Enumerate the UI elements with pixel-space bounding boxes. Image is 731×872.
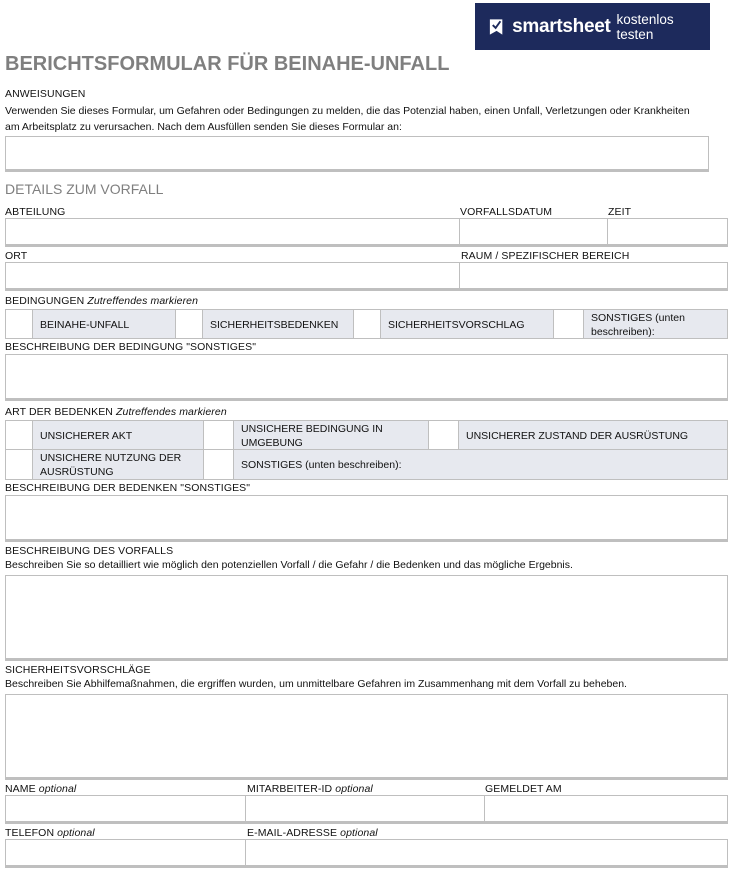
- gemeldet-label: GEMELDET AM: [485, 783, 562, 795]
- instructions-line1: Verwenden Sie dieses Formular, um Gefahren oder Bedingungen zu melden, die das Potenzial haben, einen Unfall, Verletzungen oder Krankheiten: [5, 105, 690, 117]
- checkbox-sonstiges-bedingung[interactable]: [553, 309, 584, 339]
- concern-other-label: BESCHREIBUNG DER BEDENKEN "SONSTIGES": [5, 482, 251, 494]
- checkbox-unsichere-nutzung[interactable]: [5, 449, 33, 480]
- option-sicherheitsvorschlag: SICHERHEITSVORSCHLAG: [380, 309, 554, 339]
- abteilung-field[interactable]: [5, 218, 460, 247]
- incident-hint: Beschreiben Sie so detailliert wie möglich den potenziellen Vorfall / die Gefahr / die Bedenken und das mögliche Ergebnis.: [5, 559, 573, 571]
- abteilung-label: ABTEILUNG: [5, 206, 66, 218]
- smartsheet-banner[interactable]: [475, 3, 710, 50]
- brand-name: smartsheet: [512, 15, 611, 37]
- zeit-label: ZEIT: [608, 206, 632, 218]
- instructions-heading: ANWEISUNGEN: [5, 88, 86, 100]
- option-unsicherer-zustand: UNSICHERER ZUSTAND DER AUSRÜSTUNG: [458, 420, 728, 450]
- condition-other-field[interactable]: [5, 354, 728, 401]
- name-label: NAME optional: [5, 783, 77, 795]
- gemeldet-field[interactable]: [484, 795, 728, 824]
- option-unsichere-bedingung: UNSICHERE BEDINGUNG IN UMGEBUNG: [233, 420, 429, 450]
- conditions-label: BEDINGUNGEN Zutreffendes markieren: [5, 295, 199, 307]
- option-sonstiges-bedenken: SONSTIGES (unten beschreiben):: [233, 449, 728, 480]
- checkbox-unsicherer-akt[interactable]: [5, 420, 33, 450]
- page-title: BERICHTSFORMULAR FÜR BEINAHE-UNFALL: [5, 53, 450, 75]
- checkbox-beinahe-unfall[interactable]: [5, 309, 33, 339]
- incident-field[interactable]: [5, 575, 728, 661]
- raum-field[interactable]: [459, 262, 728, 291]
- banner-cta: kostenlos testen: [616, 11, 674, 42]
- option-unsicherer-akt: UNSICHERER AKT: [32, 420, 204, 450]
- zeit-field[interactable]: [607, 218, 728, 247]
- raum-label: RAUM / SPEZIFISCHER BEREICH: [461, 250, 630, 262]
- checkbox-unsichere-bedingung[interactable]: [203, 420, 234, 450]
- suggestions-label: SICHERHEITSVORSCHLÄGE: [5, 664, 151, 676]
- checkbox-sicherheitsbedenken[interactable]: [175, 309, 203, 339]
- option-sicherheitsbedenken: SICHERHEITSBEDENKEN: [202, 309, 354, 339]
- vorfallsdatum-label: VORFALLSDATUM: [460, 206, 553, 218]
- name-field[interactable]: [5, 795, 246, 824]
- condition-other-label: BESCHREIBUNG DER BEDINGUNG "SONSTIGES": [5, 341, 257, 353]
- mitarbeiter-label: MITARBEITER-ID optional: [247, 783, 373, 795]
- recipient-field[interactable]: [5, 136, 709, 172]
- concern-type-label: ART DER BEDENKEN Zutreffendes markieren: [5, 406, 227, 418]
- suggestions-hint: Beschreiben Sie Abhilfemaßnahmen, die ergriffen wurden, um unmittelbare Gefahren im Zusammenhang mit dem Vorfall zu beheben.: [5, 678, 627, 690]
- option-beinahe-unfall: BEINAHE-UNFALL: [32, 309, 176, 339]
- checkbox-sicherheitsvorschlag[interactable]: [353, 309, 381, 339]
- concern-other-field[interactable]: [5, 495, 728, 542]
- email-label: E-MAIL-ADRESSE optional: [247, 827, 378, 839]
- telefon-field[interactable]: [5, 839, 246, 868]
- ort-label: ORT: [5, 250, 28, 262]
- section-heading-details: DETAILS ZUM VORFALL: [5, 181, 164, 197]
- option-sonstiges-bedingung: SONSTIGES (unten beschreiben):: [583, 309, 728, 339]
- checkbox-sonstiges-bedenken[interactable]: [203, 449, 234, 480]
- email-field[interactable]: [245, 839, 728, 868]
- instructions-line2: am Arbeitsplatz zu verursachen. Nach dem Ausfüllen senden Sie dieses Formular an:: [5, 121, 402, 133]
- incident-label: BESCHREIBUNG DES VORFALLS: [5, 545, 174, 557]
- checkbox-unsicherer-zustand[interactable]: [428, 420, 459, 450]
- conditions-hint: Zutreffendes markieren: [87, 295, 199, 307]
- checkmark-flag-icon: [487, 17, 506, 37]
- concern-type-hint: Zutreffendes markieren: [116, 406, 227, 418]
- suggestions-field[interactable]: [5, 694, 728, 780]
- vorfallsdatum-field[interactable]: [459, 218, 608, 247]
- option-unsichere-nutzung: UNSICHERE NUTZUNG DER AUSRÜSTUNG: [32, 449, 204, 480]
- telefon-label: TELEFON optional: [5, 827, 95, 839]
- ort-field[interactable]: [5, 262, 460, 291]
- mitarbeiter-field[interactable]: [245, 795, 485, 824]
